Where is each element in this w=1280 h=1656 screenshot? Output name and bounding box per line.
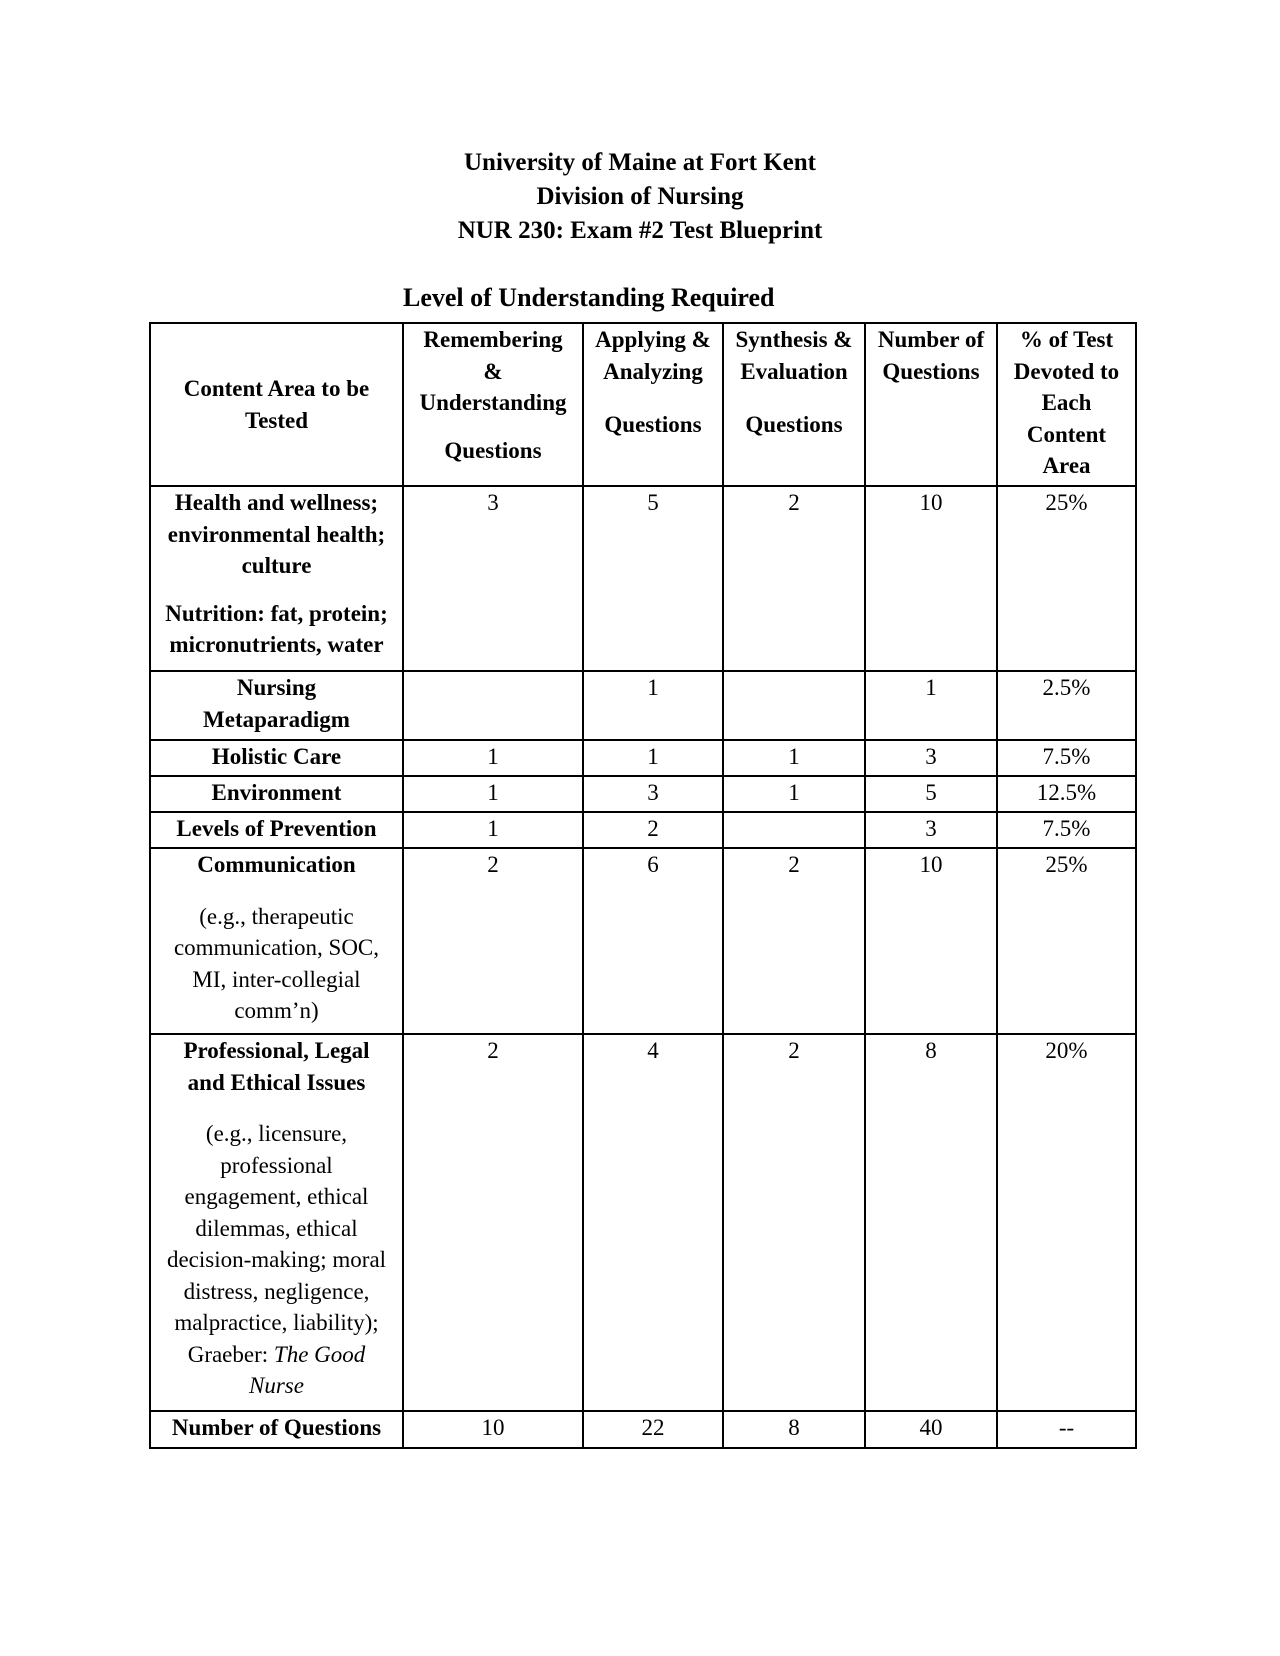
applying-cell: 1 (583, 671, 723, 740)
header-line: Devoted to (1013, 358, 1120, 384)
number-cell: 8 (865, 1034, 997, 1411)
book-author: Graeber: (187, 1341, 274, 1367)
percent-cell: 7.5% (997, 812, 1136, 848)
totals-label: Number of Questions (150, 1411, 403, 1448)
header-line: Understanding (419, 390, 567, 415)
header-line: Area (1042, 453, 1091, 478)
header-line: Content (1026, 421, 1107, 447)
content-area-note: comm’n) (234, 998, 319, 1023)
synthesis-cell: 2 (723, 1034, 865, 1411)
content-area-note: communication, SOC, (173, 935, 380, 960)
table-row (150, 776, 1136, 812)
remembering-cell: 2 (403, 1034, 583, 1411)
book-title: Nurse (249, 1373, 304, 1398)
percent-cell: 25% (997, 848, 1136, 1034)
number-cell: 5 (865, 776, 997, 812)
header-content-area (150, 323, 403, 486)
applying-cell: 3 (583, 776, 723, 812)
applying-cell: 5 (583, 486, 723, 671)
content-area-note: engagement, ethical (184, 1184, 369, 1209)
document-heading (0, 146, 1280, 248)
header-percent-of-test (997, 323, 1136, 486)
number-cell: 3 (865, 812, 997, 848)
content-area-note: MI, inter-collegial (192, 966, 361, 992)
content-area-cell (150, 848, 403, 1034)
table-row (150, 1034, 1136, 1411)
percent-cell: 7.5% (997, 740, 1136, 776)
content-area-note: (e.g., therapeutic (199, 903, 354, 929)
applying-cell: 4 (583, 1034, 723, 1411)
header-line: Content Area to be (183, 376, 370, 401)
header-row (150, 323, 1136, 486)
header-line: Each (1041, 390, 1092, 415)
content-area-cell (150, 1034, 403, 1411)
total-remembering: 10 (403, 1411, 583, 1448)
content-area-note (153, 1370, 400, 1402)
table-row (150, 848, 1136, 1034)
header-remembering (403, 323, 583, 486)
table-row (150, 812, 1136, 848)
header-line: Synthesis & (735, 327, 853, 352)
exam-title: NUR 230: Exam #2 Test Blueprint (457, 217, 823, 244)
header-line: Questions (745, 412, 843, 437)
remembering-cell: 1 (403, 812, 583, 848)
percent-cell: 25% (997, 486, 1136, 671)
total-synthesis: 8 (723, 1411, 865, 1448)
header-line: Questions (604, 412, 702, 437)
header-number-of-questions (865, 323, 997, 486)
header-synthesis (723, 323, 865, 486)
content-area-line: and Ethical Issues (187, 1069, 366, 1095)
applying-cell: 2 (583, 812, 723, 848)
blueprint-table (149, 322, 1137, 1449)
division-name: Division of Nursing (536, 183, 744, 210)
applying-cell: 1 (583, 740, 723, 776)
book-title: The Good (273, 1341, 366, 1367)
total-applying: 22 (583, 1411, 723, 1448)
content-area-line: Communication (197, 852, 356, 877)
table-row (150, 671, 1136, 740)
header-line: % of Test (1019, 327, 1114, 352)
content-area-cell: Holistic Care (150, 740, 403, 776)
applying-cell: 6 (583, 848, 723, 1034)
synthesis-cell: 2 (723, 848, 865, 1034)
remembering-cell: 3 (403, 486, 583, 671)
remembering-cell: 1 (403, 740, 583, 776)
remembering-cell: 2 (403, 848, 583, 1034)
content-area-line: Health and wellness; (174, 490, 379, 515)
content-area-cell: Levels of Prevention (150, 812, 403, 848)
content-area-note: (e.g., licensure, (205, 1121, 348, 1146)
header-line: & (483, 358, 503, 384)
content-area-line: micronutrients, water (169, 632, 384, 657)
synthesis-cell: 2 (723, 486, 865, 671)
header-applying (583, 323, 723, 486)
total-percent: -- (997, 1411, 1136, 1448)
content-area-line: Nutrition: fat, protein; (165, 600, 388, 626)
number-cell: 3 (865, 740, 997, 776)
synthesis-cell (723, 671, 865, 740)
content-area-line: culture (241, 553, 312, 578)
remembering-cell: 1 (403, 776, 583, 812)
header-line: Questions (882, 358, 980, 384)
content-area-note (153, 1339, 400, 1371)
number-cell: 10 (865, 486, 997, 671)
remembering-cell (403, 671, 583, 740)
content-area-line: Professional, Legal (183, 1038, 370, 1063)
header-line: Applying & (595, 327, 711, 352)
content-area-line: environmental health; (167, 521, 386, 547)
percent-cell: 2.5% (997, 671, 1136, 740)
content-area-note: dilemmas, ethical (195, 1215, 358, 1241)
header-line: Evaluation (740, 358, 848, 384)
content-area-note: professional (220, 1152, 333, 1178)
number-cell: 10 (865, 848, 997, 1034)
table-caption: Level of Understanding Required (403, 283, 775, 312)
total-number: 40 (865, 1411, 997, 1448)
content-area-line: Nursing (236, 675, 317, 700)
content-area-note: distress, negligence, (183, 1278, 370, 1304)
table-row (150, 486, 1136, 671)
content-area-cell: Environment (150, 776, 403, 812)
header-line: Questions (444, 437, 542, 463)
content-area-cell (150, 671, 403, 740)
synthesis-cell: 1 (723, 776, 865, 812)
table-row (150, 740, 1136, 776)
totals-row (150, 1411, 1136, 1448)
number-cell: 1 (865, 671, 997, 740)
percent-cell: 20% (997, 1034, 1136, 1411)
content-area-note: malpractice, liability); (174, 1310, 379, 1335)
header-line: Tested (244, 407, 309, 433)
synthesis-cell: 1 (723, 740, 865, 776)
synthesis-cell (723, 812, 865, 848)
university-name: University of Maine at Fort Kent (463, 149, 816, 176)
header-line: Remembering (423, 327, 563, 352)
content-area-cell (150, 486, 403, 671)
percent-cell: 12.5% (997, 776, 1136, 812)
content-area-note: decision-making; moral (166, 1247, 387, 1272)
header-line: Number of (877, 327, 985, 352)
content-area-line: Metaparadigm (203, 706, 350, 732)
header-line: Analyzing (603, 358, 703, 384)
